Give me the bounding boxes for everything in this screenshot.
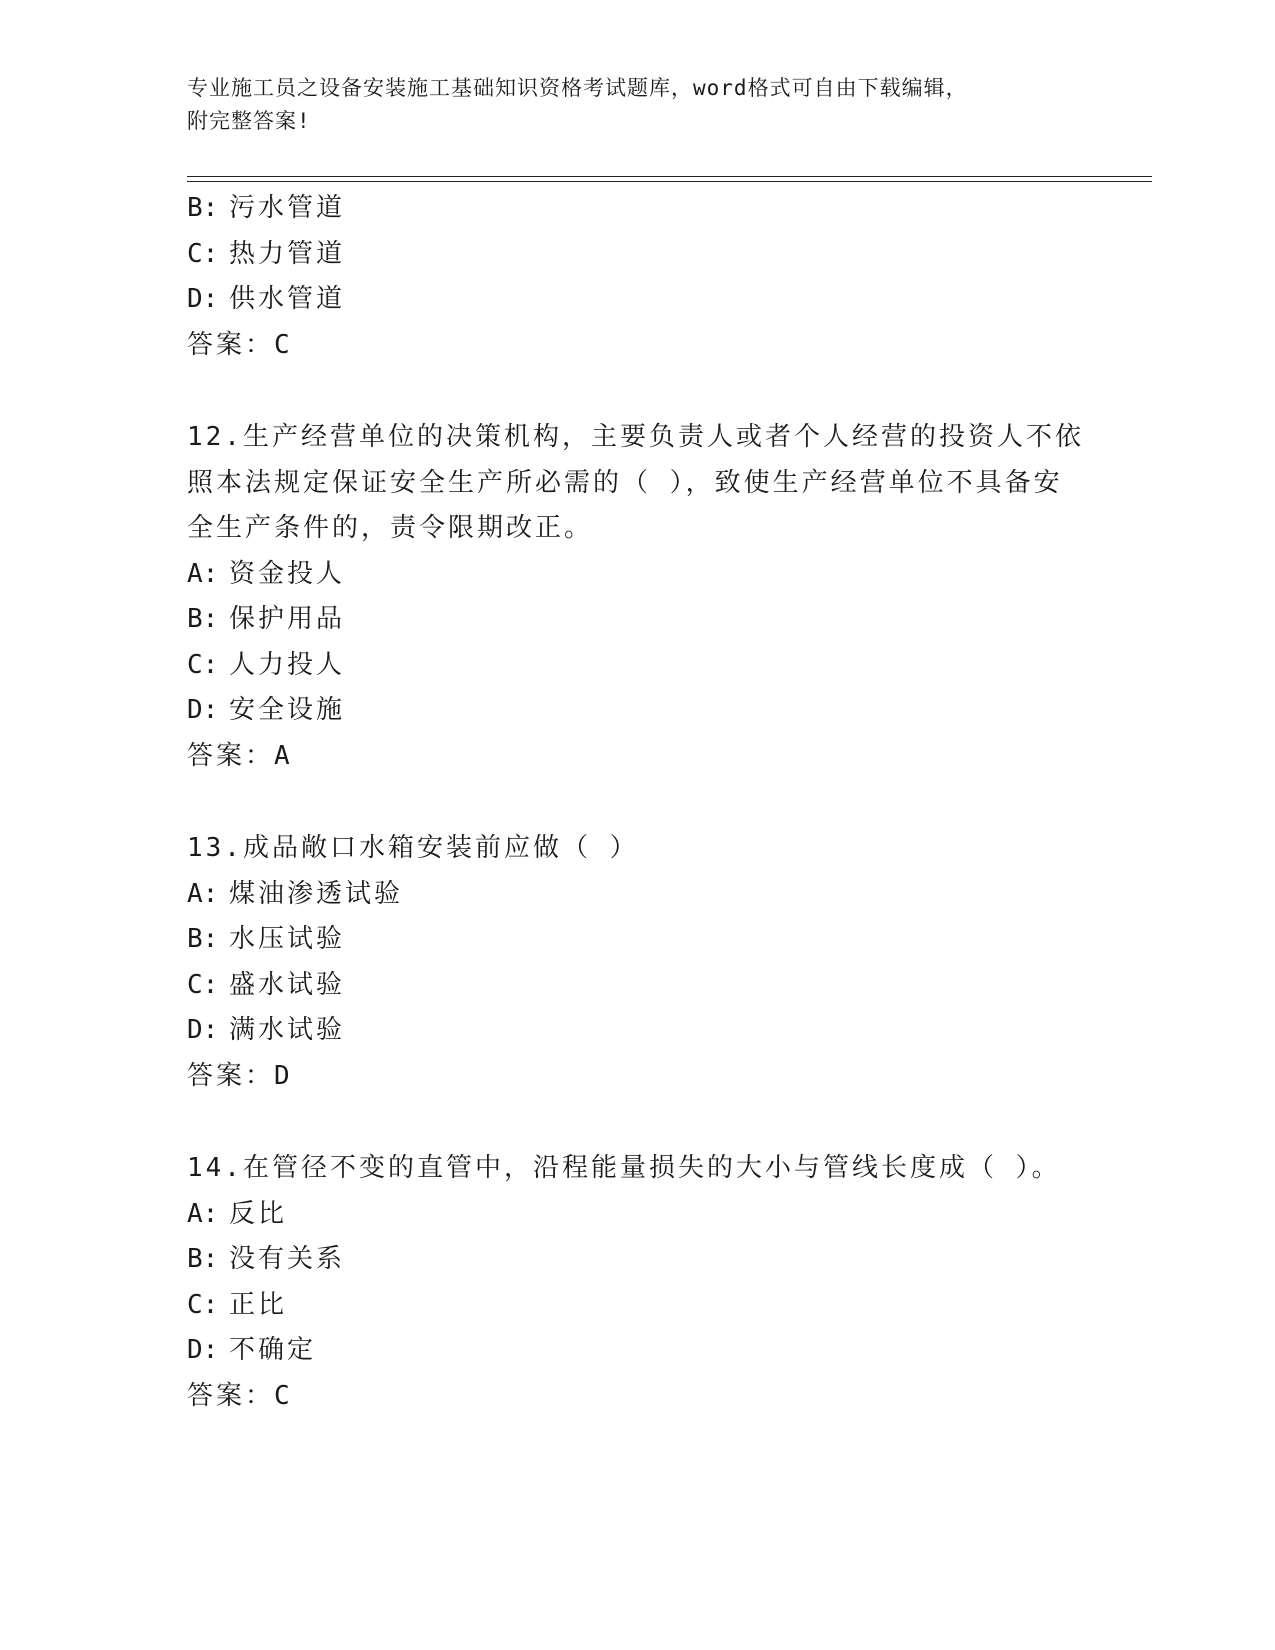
- option-a: [187, 872, 1087, 918]
- option-text: 污水管道: [229, 193, 346, 223]
- option-text: 水压试验: [229, 924, 346, 954]
- option-b: [187, 186, 1087, 232]
- option-d: [187, 277, 1087, 323]
- option-letter: B:: [187, 1244, 219, 1274]
- option-letter: A:: [187, 558, 219, 589]
- question-12: [187, 415, 1087, 779]
- option-letter: C:: [187, 969, 219, 1000]
- option-letter: B:: [187, 604, 219, 634]
- option-letter: D:: [187, 1335, 219, 1365]
- option-letter: C:: [187, 649, 219, 680]
- question-13: [187, 826, 1087, 1099]
- option-c: [187, 963, 1087, 1009]
- option-letter: C:: [187, 1289, 219, 1320]
- option-text: 供水管道: [229, 284, 346, 314]
- option-text: 正比: [229, 1289, 288, 1320]
- option-text: 资金投人: [229, 558, 346, 589]
- option-letter: B:: [187, 924, 219, 954]
- option-letter: A:: [187, 878, 219, 909]
- answer-line: 答案：D: [187, 1060, 293, 1091]
- option-c: [187, 1283, 1087, 1329]
- option-a: [187, 1192, 1087, 1238]
- spacer: [187, 368, 1087, 415]
- answer-line: 答案：A: [187, 740, 293, 771]
- answer-line: 答案：C: [187, 329, 293, 360]
- spacer: [187, 779, 1087, 826]
- option-text: 盛水试验: [229, 969, 346, 1000]
- option-letter: B:: [187, 193, 219, 223]
- option-text: 煤油渗透试验: [229, 878, 404, 909]
- option-b: [187, 917, 1087, 963]
- question-stem: 全生产条件的，责令限期改正。: [187, 513, 594, 543]
- option-text: 满水试验: [229, 1015, 346, 1045]
- option-letter: D:: [187, 695, 219, 725]
- question-14: [187, 1146, 1087, 1419]
- option-text: 人力投人: [229, 649, 346, 680]
- option-text: 安全设施: [229, 695, 346, 725]
- question-content: [187, 186, 1087, 1419]
- option-text: 不确定: [229, 1335, 317, 1365]
- option-b: [187, 1237, 1087, 1283]
- option-c: [187, 643, 1087, 689]
- answer-line: 答案：C: [187, 1380, 293, 1411]
- option-a: [187, 552, 1087, 598]
- question-stem: 14.在管径不变的直管中，沿程能量损失的大小与管线长度成（ ）。: [187, 1153, 1061, 1183]
- option-letter: A:: [187, 1198, 219, 1229]
- option-d: [187, 1008, 1087, 1054]
- option-b: [187, 597, 1087, 643]
- spacer: [187, 1099, 1087, 1146]
- question-11-continuation: [187, 186, 1087, 368]
- option-letter: D:: [187, 284, 219, 314]
- header-line-1: 专业施工员之设备安装施工基础知识资格考试题库，word格式可自由下载编辑，: [187, 76, 968, 100]
- option-d: [187, 688, 1087, 734]
- question-stem: 12.生产经营单位的决策机构，主要负责人或者个人经营的投资人不依: [187, 422, 1084, 452]
- option-letter: D:: [187, 1015, 219, 1045]
- header-divider-top: [187, 176, 1152, 177]
- option-letter: C:: [187, 238, 219, 269]
- option-d: [187, 1328, 1087, 1374]
- option-text: 没有关系: [229, 1244, 346, 1274]
- question-stem: 13.成品敞口水箱安装前应做（ ）: [187, 833, 639, 863]
- document-header: [187, 72, 1087, 138]
- option-text: 反比: [229, 1198, 288, 1229]
- header-divider-bottom: [187, 181, 1152, 182]
- question-stem: 照本法规定保证安全生产所必需的（ ），致使生产经营单位不具备安: [187, 467, 1063, 498]
- option-c: [187, 232, 1087, 278]
- header-line-2: 附完整答案!: [187, 109, 311, 133]
- option-text: 热力管道: [229, 238, 346, 269]
- option-text: 保护用品: [229, 604, 346, 634]
